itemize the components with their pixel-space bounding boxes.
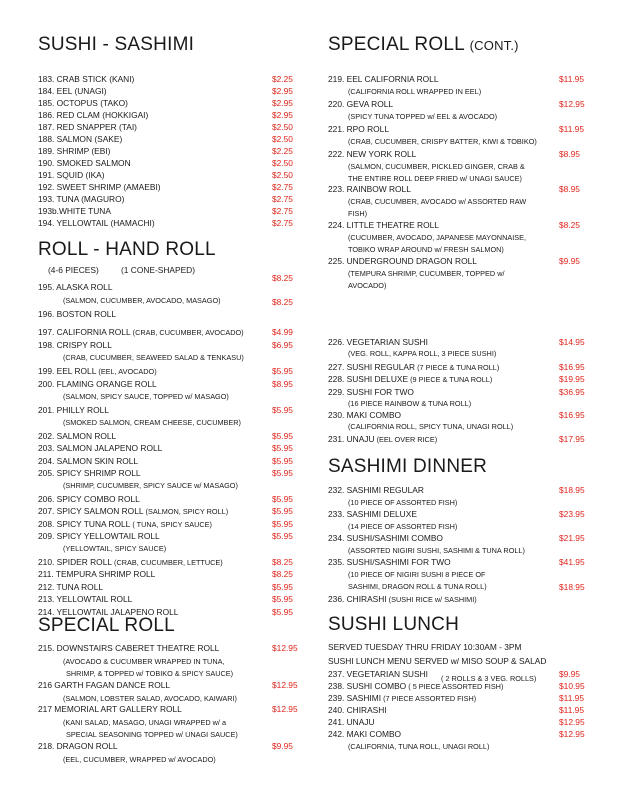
menu-item-desc: (KANI SALAD, MASAGO, UNAGI WRAPPED w/ a [63, 718, 226, 727]
menu-item-price: $17.95 [559, 434, 585, 444]
menu-item-price: $5.95 [272, 443, 293, 453]
menu-item-name: 190. SMOKED SALMON [38, 158, 131, 168]
menu-item-price: $8.95 [272, 379, 293, 389]
menu-item-price: $5.95 [272, 594, 293, 604]
menu-item-price: $2.75 [272, 206, 293, 216]
menu-item-price: $8.25 [272, 557, 293, 567]
menu-item-name: 207. SPICY SALMON ROLL (SALMON, SPICY ROLL) [38, 506, 229, 516]
menu-item-name: 220. GEVA ROLL [328, 99, 394, 109]
menu-item-price: $12.95 [559, 717, 585, 727]
menu-item-price: $5.95 [272, 456, 293, 466]
menu-item-desc: (SHRIMP, CUCUMBER, SPICY SAUCE w/ MASAGO) [63, 481, 238, 490]
menu-item-name: 237. VEGETARIAN SUSHI [328, 669, 428, 679]
menu-item-name: 212. TUNA ROLL [38, 582, 104, 592]
menu-item-price: $2.75 [272, 182, 293, 192]
menu-item-inline-desc: (CRAB, CUCUMBER, AVOCADO) [130, 328, 244, 337]
menu-item-name: 227. SUSHI REGULAR (7 PIECE & TUNA ROLL) [328, 362, 500, 372]
menu-item-inline-desc: ( 5 PIECE ASSORTED FISH) [406, 682, 504, 691]
menu-item-desc: (CUCUMBER, AVOCADO, JAPANESE MAYONNAISE, [348, 233, 526, 242]
menu-item-desc: AVOCADO) [348, 281, 387, 290]
menu-item-inline-desc: (SALMON, SPICY ROLL) [143, 507, 229, 516]
menu-item-desc: (CALIFORNIA ROLL, SPICY TUNA, UNAGI ROLL) [348, 422, 514, 431]
menu-item-price: $12.95 [272, 680, 298, 690]
lunch-menu-note: SUSHI LUNCH MENU SERVED w/ MISO SOUP & SALAD [328, 656, 547, 666]
menu-item-inline-desc: (EEL, AVOCADO) [96, 367, 157, 376]
menu-item-price: $5.95 [272, 607, 293, 617]
menu-item-name: 215. DOWNSTAIRS CABERET THEATRE ROLL [38, 643, 220, 653]
menu-item-price: $5.95 [272, 431, 293, 441]
menu-item-price: $12.95 [559, 99, 585, 109]
menu-item-name: 225. UNDERGROUND DRAGON ROLL [328, 256, 477, 266]
menu-item-price: $16.95 [559, 362, 585, 372]
section-title-roll-hand-roll: ROLL - HAND ROLL [38, 239, 216, 260]
menu-item-price: $21.95 [559, 533, 585, 543]
menu-item-price: $11.95 [559, 693, 584, 703]
menu-item-name: 233. SASHIMI DELUXE [328, 509, 417, 519]
section-title-sushi-lunch: SUSHI LUNCH [328, 614, 459, 635]
menu-item-price: $5.95 [272, 531, 293, 541]
menu-item-price: $11.95 [559, 705, 584, 715]
menu-item-price: $36.95 [559, 387, 585, 397]
section-title-special-roll: SPECIAL ROLL [38, 615, 175, 636]
menu-item-desc: SPECIAL SEASONING TOPPED w/ UNAGI SAUCE) [66, 730, 238, 739]
menu-item-price: $11.95 [559, 124, 584, 134]
menu-item-price: $5.95 [272, 519, 293, 529]
menu-item-desc: (SPICY TUNA TOPPED w/ EEL & AVOCADO) [348, 112, 498, 121]
menu-item-price: $18.95 [559, 582, 585, 592]
menu-item-desc: (10 PIECE OF NIGIRI SUSHI 8 PIECE OF [348, 570, 486, 579]
section-title-sushi-sashimi: SUSHI - SASHIMI [38, 34, 195, 55]
menu-item-name: 200. FLAMING ORANGE ROLL [38, 379, 157, 389]
menu-item-name: 199. EEL ROLL (EEL, AVOCADO) [38, 366, 157, 376]
menu-item-name: 183. CRAB STICK (KANI) [38, 74, 135, 84]
menu-item-price: $23.95 [559, 509, 585, 519]
menu-item-name: 229. SUSHI FOR TWO [328, 387, 414, 397]
menu-item-price: $5.95 [272, 468, 293, 478]
menu-item-name: 201. PHILLY ROLL [38, 405, 109, 415]
hand-roll-pieces-note: (4-6 PIECES) [48, 265, 99, 275]
menu-item-name: 228. SUSHI DELUXE (9 PIECE & TUNA ROLL) [328, 374, 493, 384]
menu-item-price: $2.75 [272, 194, 293, 204]
menu-item-name: 194. YELLOWTAIL (HAMACHI) [38, 218, 155, 228]
menu-item-desc: (SALMON, CUCUMBER, PICKLED GINGER, CRAB & [348, 162, 525, 171]
menu-item-name: 188. SALMON (SAKE) [38, 134, 123, 144]
menu-item-name: 214. YELLOWTAIL JALAPENO ROLL [38, 607, 179, 617]
menu-item-inline-desc: ( TUNA, SPICY SAUCE) [130, 520, 212, 529]
menu-item-price: $14.95 [559, 337, 585, 347]
menu-item-name: 211. TEMPURA SHRIMP ROLL [38, 569, 156, 579]
menu-item-name: 242. MAKI COMBO [328, 729, 402, 739]
menu-item-price: $5.95 [272, 366, 293, 376]
menu-item-price: $41.95 [559, 557, 585, 567]
menu-item-inline-desc: (7 PIECE ASSORTED FISH) [381, 694, 477, 703]
menu-item-name: 198. CRISPY ROLL [38, 340, 112, 350]
menu-item-price: $6.95 [272, 340, 293, 350]
menu-item-price: $9.95 [559, 669, 580, 679]
menu-item-name: 217 MEMORIAL ART GALLERY ROLL [38, 704, 182, 714]
menu-item-name: 218. DRAGON ROLL [38, 741, 118, 751]
menu-item-price: $2.50 [272, 158, 293, 168]
menu-item-name: 204. SALMON SKIN ROLL [38, 456, 139, 466]
menu-item-desc: SASHIMI, DRAGON ROLL & TUNA ROLL) [348, 582, 487, 591]
menu-item-price: $2.25 [272, 146, 293, 156]
menu-item-desc: (CRAB, CUCUMBER, AVOCADO w/ ASSORTED RAW [348, 197, 527, 206]
menu-item-name: 208. SPICY TUNA ROLL ( TUNA, SPICY SAUCE) [38, 519, 212, 529]
menu-item-name: 224. LITTLE THEATRE ROLL [328, 220, 439, 230]
menu-item-name: 202. SALMON ROLL [38, 431, 117, 441]
menu-item-name: 193. TUNA (MAGURO) [38, 194, 125, 204]
menu-item-desc: SHRIMP, & TOPPED w/ TOBIKO & SPICY SAUCE) [66, 669, 234, 678]
menu-item-name: 195. ALASKA ROLL [38, 282, 113, 292]
menu-item-price: $8.25 [272, 297, 293, 307]
menu-item-price: $5.95 [272, 494, 293, 504]
menu-item-inline-desc: (9 PIECE & TUNA ROLL) [408, 375, 493, 384]
menu-item-desc: (10 PIECE OF ASSORTED FISH) [348, 498, 458, 507]
menu-item-price: $10.95 [559, 681, 585, 691]
menu-item-price: $11.95 [559, 74, 584, 84]
menu-item-name: 192. SWEET SHRIMP (AMAEBI) [38, 182, 161, 192]
menu-item-price: $2.50 [272, 170, 293, 180]
menu-item-price: $16.95 [559, 410, 585, 420]
menu-item-price: $8.25 [559, 220, 580, 230]
menu-item-name: 232. SASHIMI REGULAR [328, 485, 424, 495]
menu-item-desc: (EEL, CUCUMBER, WRAPPED w/ AVOCADO) [63, 755, 216, 764]
menu-item-desc: (TEMPURA SHRIMP, CUCUMBER, TOPPED w/ [348, 269, 505, 278]
menu-item-price: $8.25 [272, 273, 293, 283]
menu-item-name: 222. NEW YORK ROLL [328, 149, 417, 159]
section-title-special-roll-cont: SPECIAL ROLL (CONT.) [328, 34, 519, 55]
menu-item-name: 187. RED SNAPPER (TAI) [38, 122, 137, 132]
menu-item-desc: (CALIFORNIA, TUNA ROLL, UNAGI ROLL) [348, 742, 490, 751]
menu-item-inline-desc: (EEL OVER RICE) [374, 435, 438, 444]
menu-item-inline-desc: (CRAB, CUCUMBER, LETTUCE) [112, 558, 223, 567]
menu-item-name: 223. RAINBOW ROLL [328, 184, 411, 194]
menu-item-price: $2.50 [272, 122, 293, 132]
menu-item-inline-desc: (SUSHI RICE w/ SASHIMI) [386, 595, 477, 604]
menu-item-price: $2.95 [272, 110, 293, 120]
menu-item-price: $5.95 [272, 405, 293, 415]
menu-item-price: $5.95 [272, 582, 293, 592]
menu-item-desc: (14 PIECE OF ASSORTED FISH) [348, 522, 458, 531]
menu-item-overlay-desc: ( 2 ROLLS & 3 VEG. ROLLS) [441, 674, 537, 683]
menu-item-desc: (SMOKED SALMON, CREAM CHEESE, CUCUMBER) [63, 418, 241, 427]
menu-item-name: 210. SPIDER ROLL (CRAB, CUCUMBER, LETTUCE) [38, 557, 223, 567]
menu-item-price: $2.75 [272, 218, 293, 228]
menu-item-desc: (CRAB, CUCUMBER, SEAWEED SALAD & TENKASU) [63, 353, 244, 362]
menu-item-name: 209. SPICY YELLOWTAIL ROLL [38, 531, 160, 541]
menu-item-name: 240. CHIRASHI [328, 705, 387, 715]
menu-item-name: 191. SQUID (IKA) [38, 170, 105, 180]
menu-item-name: 236. CHIRASHI (SUSHI RICE w/ SASHIMI) [328, 594, 477, 604]
menu-item-desc: TOBIKO WRAP AROUND w/ FRESH SALMON) [348, 245, 504, 254]
menu-item-name: 189. SHRIMP (EBI) [38, 146, 111, 156]
menu-item-name: 231. UNAJU (EEL OVER RICE) [328, 434, 438, 444]
menu-item-price: $9.95 [272, 741, 293, 751]
section-title-sashimi-dinner: SASHIMI DINNER [328, 456, 488, 477]
menu-item-name: 234. SUSHI/SASHIMI COMBO [328, 533, 443, 543]
menu-item-price: $2.50 [272, 134, 293, 144]
menu-item-price: $9.95 [559, 256, 580, 266]
menu-item-desc: THE ENTIRE ROLL DEEP FRIED w/ UNAGI SAUCE) [348, 174, 522, 183]
menu-item-desc: (16 PIECE RAINBOW & TUNA ROLL) [348, 399, 472, 408]
menu-item-price: $18.95 [559, 485, 585, 495]
menu-item-name: 206. SPICY COMBO ROLL [38, 494, 140, 504]
menu-item-name: 213. YELLOWTAIL ROLL [38, 594, 133, 604]
menu-item-price: $12.95 [559, 729, 585, 739]
menu-item-price: $8.25 [272, 569, 293, 579]
menu-item-price: $2.95 [272, 98, 293, 108]
menu-item-price: $2.95 [272, 86, 293, 96]
menu-item-name: 203. SALMON JALAPENO ROLL [38, 443, 163, 453]
menu-item-inline-desc: (7 PIECE & TUNA ROLL) [415, 363, 500, 372]
menu-item-desc: FISH) [348, 209, 368, 218]
menu-item-name: 197. CALIFORNIA ROLL (CRAB, CUCUMBER, AVOCADO) [38, 327, 244, 337]
menu-item-desc: (AVOCADO & CUCUMBER WRAPPED IN TUNA, [63, 657, 225, 666]
menu-item-name: 193b.WHITE TUNA [38, 206, 111, 216]
menu-item-name: 235. SUSHI/SASHIMI FOR TWO [328, 557, 451, 567]
menu-item-desc: (SALMON, CUCUMBER, AVOCADO, MASAGO) [63, 296, 221, 305]
menu-item-price: $2.25 [272, 74, 293, 84]
menu-item-desc: (SALMON, LOBSTER SALAD, AVOCADO, KAIWARI) [63, 694, 237, 703]
menu-item-name: 239. SASHIMI (7 PIECE ASSORTED FISH) [328, 693, 477, 703]
hand-roll-cone-note: (1 CONE-SHAPED) [121, 265, 195, 275]
menu-item-name: 241. UNAJU [328, 717, 375, 727]
menu-item-price: $12.95 [272, 643, 298, 653]
menu-item-name: 216 GARTH FAGAN DANCE ROLL [38, 680, 171, 690]
menu-item-name: 219. EEL CALIFORNIA ROLL [328, 74, 439, 84]
menu-item-name: 226. VEGETARIAN SUSHI [328, 337, 428, 347]
lunch-served-note: SERVED TUESDAY THRU FRIDAY 10:30AM - 3PM [328, 642, 522, 652]
menu-item-price: $5.95 [272, 506, 293, 516]
menu-item-name: 186. RED CLAM (HOKKIGAI) [38, 110, 149, 120]
menu-item-price: $19.95 [559, 374, 585, 384]
menu-item-price: $4.99 [272, 327, 293, 337]
menu-item-desc: (SALMON, SPICY SAUCE, TOPPED w/ MASAGO) [63, 392, 229, 401]
menu-item-price: $12.95 [272, 704, 298, 714]
menu-item-name: 221. RPO ROLL [328, 124, 389, 134]
menu-item-name: 205. SPICY SHRIMP ROLL [38, 468, 141, 478]
menu-item-desc: (YELLOWTAIL, SPICY SAUCE) [63, 544, 167, 553]
menu-item-price: $8.95 [559, 184, 580, 194]
menu-item-name: 230. MAKI COMBO [328, 410, 402, 420]
menu-item-price: $8.95 [559, 149, 580, 159]
menu-item-desc: (CRAB, CUCUMBER, CRISPY BATTER, KIWI & TOBIKO) [348, 137, 537, 146]
menu-item-name: 184. EEL (UNAGI) [38, 86, 107, 96]
menu-item-desc: (CALIFORNIA ROLL WRAPPED IN EEL) [348, 87, 482, 96]
menu-item-desc: (ASSORTED NIGIRI SUSHI, SASHIMI & TUNA ROLL) [348, 546, 525, 555]
menu-item-name: 238. SUSHI COMBO ( 5 PIECE ASSORTED FISH) [328, 681, 504, 691]
menu-item-name: 185. OCTOPUS (TAKO) [38, 98, 128, 108]
menu-item-desc: (VEG. ROLL, KAPPA ROLL, 3 PIECE SUSHI) [348, 349, 497, 358]
menu-item-name: 196. BOSTON ROLL [38, 309, 117, 319]
